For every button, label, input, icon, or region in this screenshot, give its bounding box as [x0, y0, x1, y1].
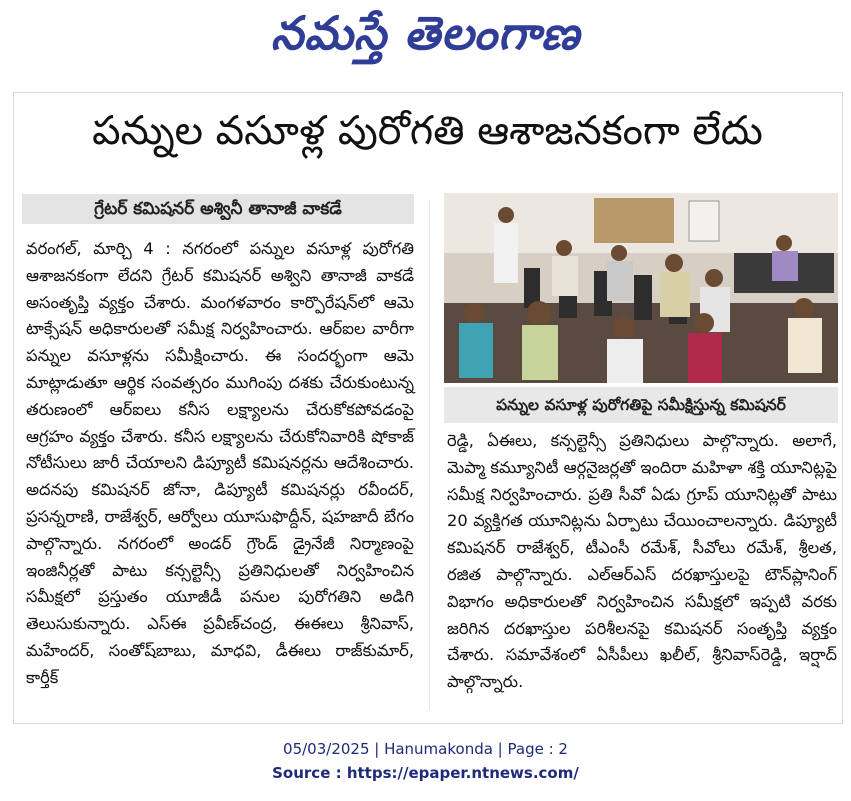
footer-source: Source : https://epaper.ntnews.com/: [272, 764, 579, 782]
newspaper-masthead: [0, 6, 851, 72]
article-headline: పన్నుల వసూళ్ల పురోగతి ఆశాజనకంగా లేదు: [92, 108, 763, 154]
article-body-right-column: రెడ్డి, ఏఈలు, కన్సల్టెన్సీ ప్రతినిధులు పాల్గొన్నారు. అలాగే, మెప్మా కమ్యూనిటీ ఆర్గనైజర్లతో ఇందిరా మహిళా శక్తి యూనిట్లపై సమీక్ష నిర్వహించారు. ప్రతి సీవో ఏడు గ్రూప్ యూనిట్లతో పాటు 20 వ్యక్తిగత యూనిట్లను ఏర్పాటు చేయించాలన్నారు. డిప్యూటీ కమిషనర్ రాజేశ్వర్, టీఎంసీ రమేశ్, సీవోలు రమేశ్, శ్రీలత, రజిత పాల్గొన్నారు. ఎల్‌ఆర్‌ఎస్ దరఖాస్తులపై టౌన్‌ప్లానింగ్ విభాగం అధికారులతో నిర్వహించిన సమీక్షలో ఇప్పటి వరకు జరిగిన దరఖాస్తుల పరిశీలనపై కమిషనర్ సంతృప్తి వ్యక్తం చేశారు. సమావేశంలో ఏసీపీలు ఖలీల్, శ్రీనివాస్‌రెడ్డి, ఇర్షాద్ పాల్గొన్నారు.: [447, 431, 837, 692]
meeting-photo: [444, 193, 838, 383]
column-divider: [429, 200, 430, 710]
masthead-title: నమస్తే తెలంగాణ: [270, 6, 581, 60]
footer-edition-info: 05/03/2025 | Hanumakonda | Page : 2: [283, 740, 568, 758]
page-footer: [0, 737, 851, 785]
article-subhead: గ్రేటర్ కమిషనర్ అశ్వినీ తానాజీ వాకడే: [22, 194, 414, 224]
meeting-photo-illustration: [444, 193, 838, 383]
article-body-left-column: వరంగల్, మార్చి 4 : నగరంలో పన్నుల వసూళ్ల పురోగతి ఆశాజనకంగా లేదని గ్రేటర్ కమిషనర్ అశ్విని తానాజీ వాకడే అసంతృప్తి వ్యక్తం చేశారు. మంగళవారం కార్పొరేషన్‌లో ఆమె టాక్సేషన్ అధికారులతో సమీక్ష నిర్వహించారు. ఆర్‌ఐల వారీగా పన్నుల వసూళ్లను సమీక్షించారు. ఈ సందర్భంగా ఆమె మాట్లాడుతూ ఆర్థిక సంవత్సరం ముగింపు దశకు చేరుకుంటున్న తరుణంలో ఆర్‌ఐలు కనీస లక్ష్యాలను చేరుకోకపోవడంపై ఆగ్రహం వ్యక్తం చేశారు. కనీస లక్ష్యాలను చేరుకోనివారికి షోకాజ్ నోటీసులు జారీ చేయాలని డిప్యూటీ కమిషనర్లను ఆదేశించారు. అదనపు కమిషనర్ జోనా, డిప్యూటీ కమిషనర్లు రవీందర్, ప్రసన్నరాణి, రాజేశ్వర్, ఆర్వోలు యూసుఫొద్దీన్, షహజాదీ బేగం పాల్గొన్నారు. నగరంలో అండర్ గ్రౌండ్ డ్రైనేజీ నిర్మాణంపై ఇంజినీర్లతో పాటు కన్సల్టెన్సీ ప్రతినిధులతో నిర్వహించిన సమీక్షలో ప్రస్తుతం యూజీడీ పనుల పురోగతిని అడిగి తెలుసుకున్నారు. ఎస్‌ఈ ప్రవీణ్‌చంద్ర, ఈఈలు శ్రీనివాస్, మహేందర్, సంతోష్‌బాబు, మాధవి, డీఈలు రాజ్‌కుమార్, కార్తీక్: [26, 239, 414, 687]
photo-caption: పన్నుల వసూళ్ల పురోగతిపై సమీక్షిస్తున్న కమిషనర్: [444, 387, 838, 423]
